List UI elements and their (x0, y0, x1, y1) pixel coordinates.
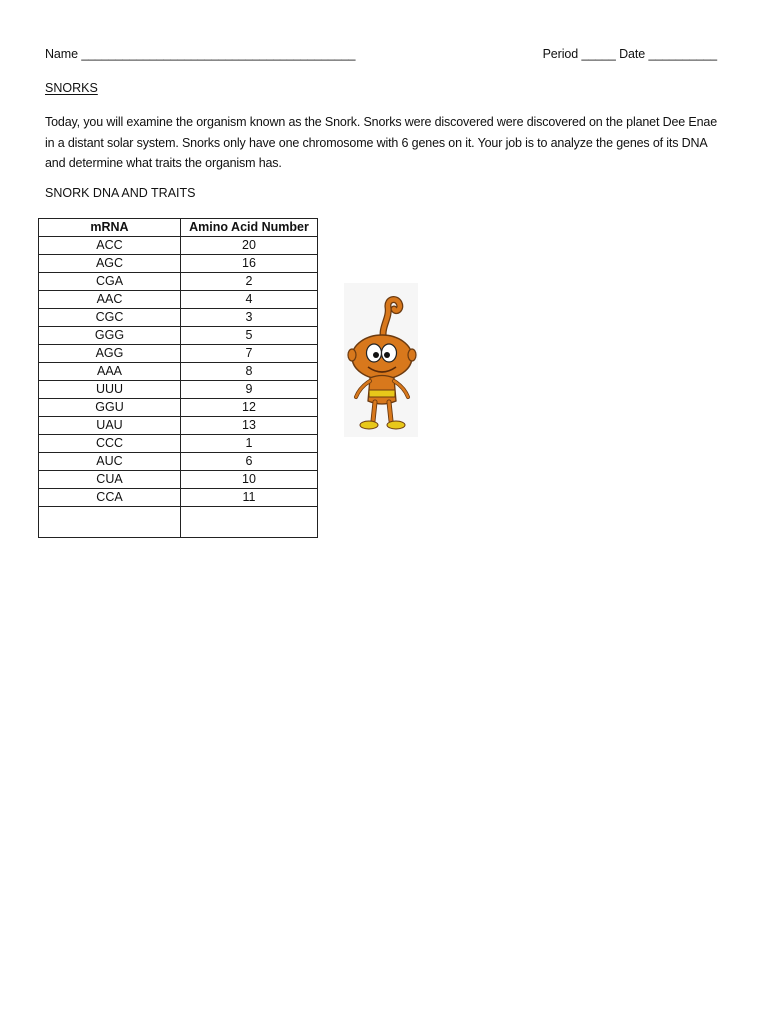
period-date-field-label: Period _____ Date __________ (542, 47, 717, 61)
amino-acid-number-cell: 6 (181, 453, 318, 471)
amino-acid-number-cell: 12 (181, 399, 318, 417)
amino-acid-number-cell: 13 (181, 417, 318, 435)
table-row (39, 363, 318, 381)
amino-acid-number-cell: 5 (181, 327, 318, 345)
table-row (39, 399, 318, 417)
mrna-cell: CGC (39, 309, 181, 327)
table-row (39, 273, 318, 291)
amino-acid-number-cell: 11 (181, 489, 318, 507)
mrna-cell: UAU (39, 417, 181, 435)
name-field-label: Name ________________________________________ (45, 47, 356, 61)
section-heading: SNORK DNA AND TRAITS (45, 186, 196, 200)
amino-acid-number-cell: 16 (181, 255, 318, 273)
column-header-amino-acid-number: Amino Acid Number (181, 219, 318, 237)
mrna-cell (39, 507, 181, 538)
snork-illustration (344, 283, 418, 437)
amino-acid-number-cell: 8 (181, 363, 318, 381)
mrna-cell: CUA (39, 471, 181, 489)
mrna-cell: UUU (39, 381, 181, 399)
amino-acid-number-cell: 10 (181, 471, 318, 489)
table-row (39, 291, 318, 309)
mrna-cell: CCC (39, 435, 181, 453)
intro-paragraph: Today, you will examine the organism known as the Snork. Snorks were discovered were discovered on the planet Dee Enae in a distant solar system. Snorks only have one chromosome with 6 genes on it. Your job is to analyze the genes of its DNA and determine what traits the organism has. (45, 115, 718, 170)
mrna-cell: AAC (39, 291, 181, 309)
amino-acid-number-cell: 9 (181, 381, 318, 399)
amino-acid-number-cell (181, 507, 318, 538)
mrna-cell: ACC (39, 237, 181, 255)
table-row (39, 507, 318, 538)
amino-acid-number-cell: 2 (181, 273, 318, 291)
table-row (39, 471, 318, 489)
table-body (39, 237, 318, 538)
table-row (39, 345, 318, 363)
table-row (39, 381, 318, 399)
amino-acid-number-cell: 3 (181, 309, 318, 327)
mrna-cell: GGU (39, 399, 181, 417)
table-row (39, 453, 318, 471)
table-row (39, 237, 318, 255)
table-row (39, 417, 318, 435)
amino-acid-number-cell: 20 (181, 237, 318, 255)
table-row (39, 435, 318, 453)
amino-acid-number-cell: 1 (181, 435, 318, 453)
mrna-cell: CGA (39, 273, 181, 291)
table-row (39, 489, 318, 507)
mrna-cell: AGG (39, 345, 181, 363)
column-header-mrna: mRNA (39, 219, 181, 237)
amino-acid-number-cell: 7 (181, 345, 318, 363)
mrna-cell: AUC (39, 453, 181, 471)
table-header-row (39, 219, 318, 237)
table-row (39, 309, 318, 327)
page-title: SNORKS (45, 81, 98, 95)
amino-acid-number-cell: 4 (181, 291, 318, 309)
mrna-cell: AGC (39, 255, 181, 273)
mrna-cell: GGG (39, 327, 181, 345)
table-row (39, 327, 318, 345)
mrna-cell: CCA (39, 489, 181, 507)
mrna-amino-acid-table (38, 218, 318, 538)
table-row (39, 255, 318, 273)
mrna-cell: AAA (39, 363, 181, 381)
